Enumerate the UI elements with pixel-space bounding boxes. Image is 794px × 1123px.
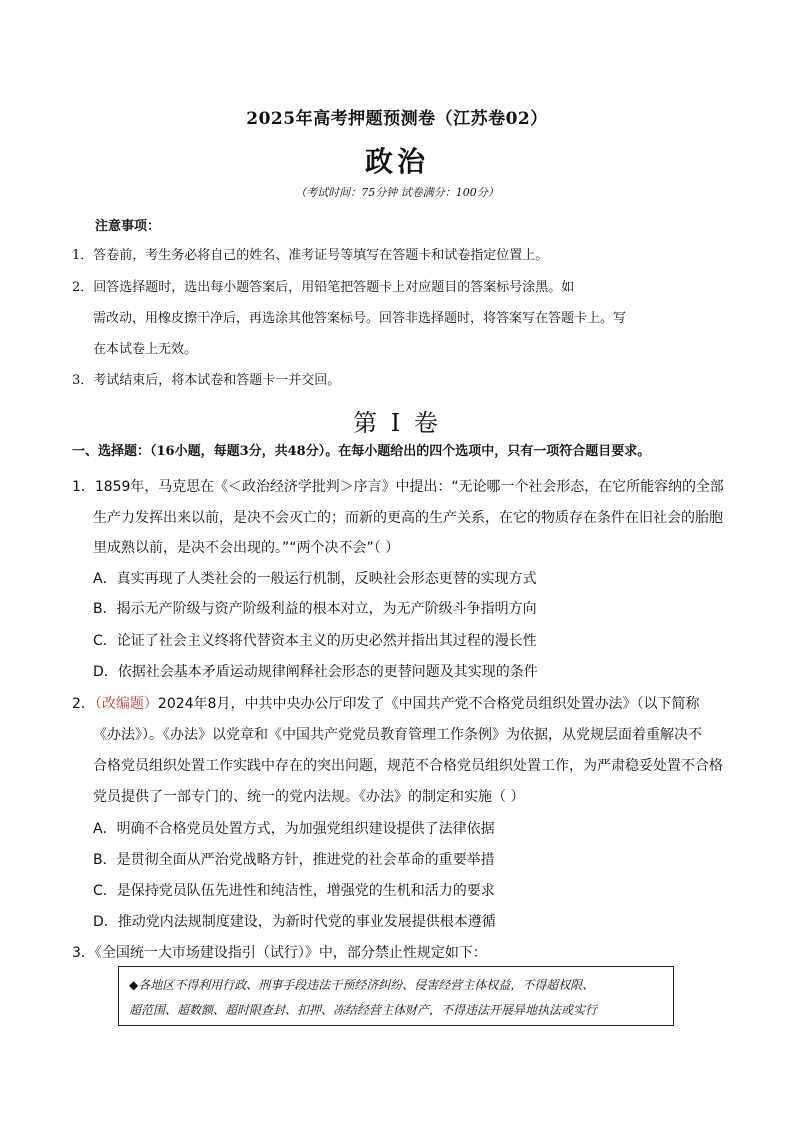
volume-title: 第 I 卷 — [353, 409, 441, 437]
note-item: 3．考试结束后，将本试卷和答题卡一并交回。 — [72, 373, 341, 388]
note-item: 需改动，用橡皮擦干净后，再选涂其他答案标号。回答非选择题时，将答案写在答题卡上。写 — [93, 311, 627, 326]
question-1-line: 里成熟以前，是决不会出现的。”“两个决不会”（ ） — [93, 540, 400, 556]
question-2-option-d[interactable]: D．推动党内法规制度建设，为新时代党的事业发展提供根本遵循 — [93, 914, 496, 930]
question-2-option-b[interactable]: B．是贯彻全面从严治党战略方针，推进党的社会革命的重要举措 — [93, 852, 495, 868]
exam-title: 2025年高考押题预测卷（江苏卷02） — [246, 109, 548, 129]
question-2-option-a[interactable]: A．明确不合格党员处置方式，为加强党组织建设提供了法律依据 — [93, 821, 495, 837]
question-2-number: 2． — [72, 696, 95, 712]
regulation-line: ◆各地区不得利用行政、刑事手段违法干预经济纠纷、侵害经营主体权益，不得超权限、 — [129, 978, 595, 992]
notes-heading: 注意事项： — [95, 219, 161, 234]
question-1-option-a[interactable]: A．真实再现了人类社会的一般运行机制，反映社会形态更替的实现方式 — [93, 571, 537, 587]
regulation-line: 超范围、超数额、超时限查封、扣押、冻结经营主体财产，不得违法开展异地执法或实行 — [129, 1003, 598, 1017]
note-item: 在本试卷上无效。 — [93, 342, 198, 357]
subject-title: 政治 — [364, 145, 429, 178]
question-2-line — [72, 695, 699, 713]
question-2-line: 党员提供了一部专门的、统一的党内法规。《办法》的制定和实施（ ） — [93, 789, 525, 805]
question-1-option-d[interactable]: D．依据社会基本矛盾运动规律阐释社会形态的更替问题及其实现的条件 — [93, 664, 538, 680]
exam-time-score: （考试时间：75分钟 试卷满分：100分） — [295, 186, 499, 199]
question-2-option-c[interactable]: C．是保持党员队伍先进性和纯洁性，增强党的生机和活力的要求 — [93, 883, 495, 899]
question-1-line: 生产力发挥出来以前，是决不会灭亡的；而新的更高的生产关系，在它的物质存在条件在旧社会的胎胞 — [93, 510, 723, 526]
regulation-box — [118, 966, 674, 1026]
question-2-line: 合格党员组织处置工作实践中存在的突出问题，规范不合格党员组织处置工作，为严肃稳妥处置不合格 — [93, 758, 723, 774]
question-2-line: 《办法》）。《办法》以党章和《中国共产党党员教育管理工作条例》为依据，从党规层面着重解决不 — [93, 727, 702, 743]
question-1-option-b[interactable]: B．揭示无产阶级与资产阶级利益的根本对立，为无产阶级斗争指明方向 — [93, 601, 537, 617]
adapted-tag: （改编题） — [94, 696, 158, 712]
question-2-first-line: 2024年8月，中共中央办公厅印发了《中国共产党不合格党员组织处置办法》（以下简称 — [157, 696, 700, 712]
question-1-line: 1．1859年，马克思在《＜政治经济学批判＞序言》中提出：“无论哪一个社会形态，在它所能容纳的全部 — [72, 479, 724, 495]
note-item: 1．答卷前，考生务必将自己的姓名、准考证号等填写在答题卡和试卷指定位置上。 — [72, 248, 549, 263]
section-instruction: 一、选择题：（16小题，每题3分，共48分）。在每小题给出的四个选项中，只有一项符合题目要求。 — [72, 444, 651, 459]
question-1-option-c[interactable]: C．论证了社会主义终将代替资本主义的历史必然并指出其过程的漫长性 — [93, 633, 537, 649]
question-3-line: 3．《全国统一大市场建设指引（试行）》中，部分禁止性规定如下： — [72, 945, 487, 961]
note-item: 2．回答选择题时，选出每小题答案后，用铅笔把答题卡上对应题目的答案标号涂黑。如 — [72, 280, 575, 295]
